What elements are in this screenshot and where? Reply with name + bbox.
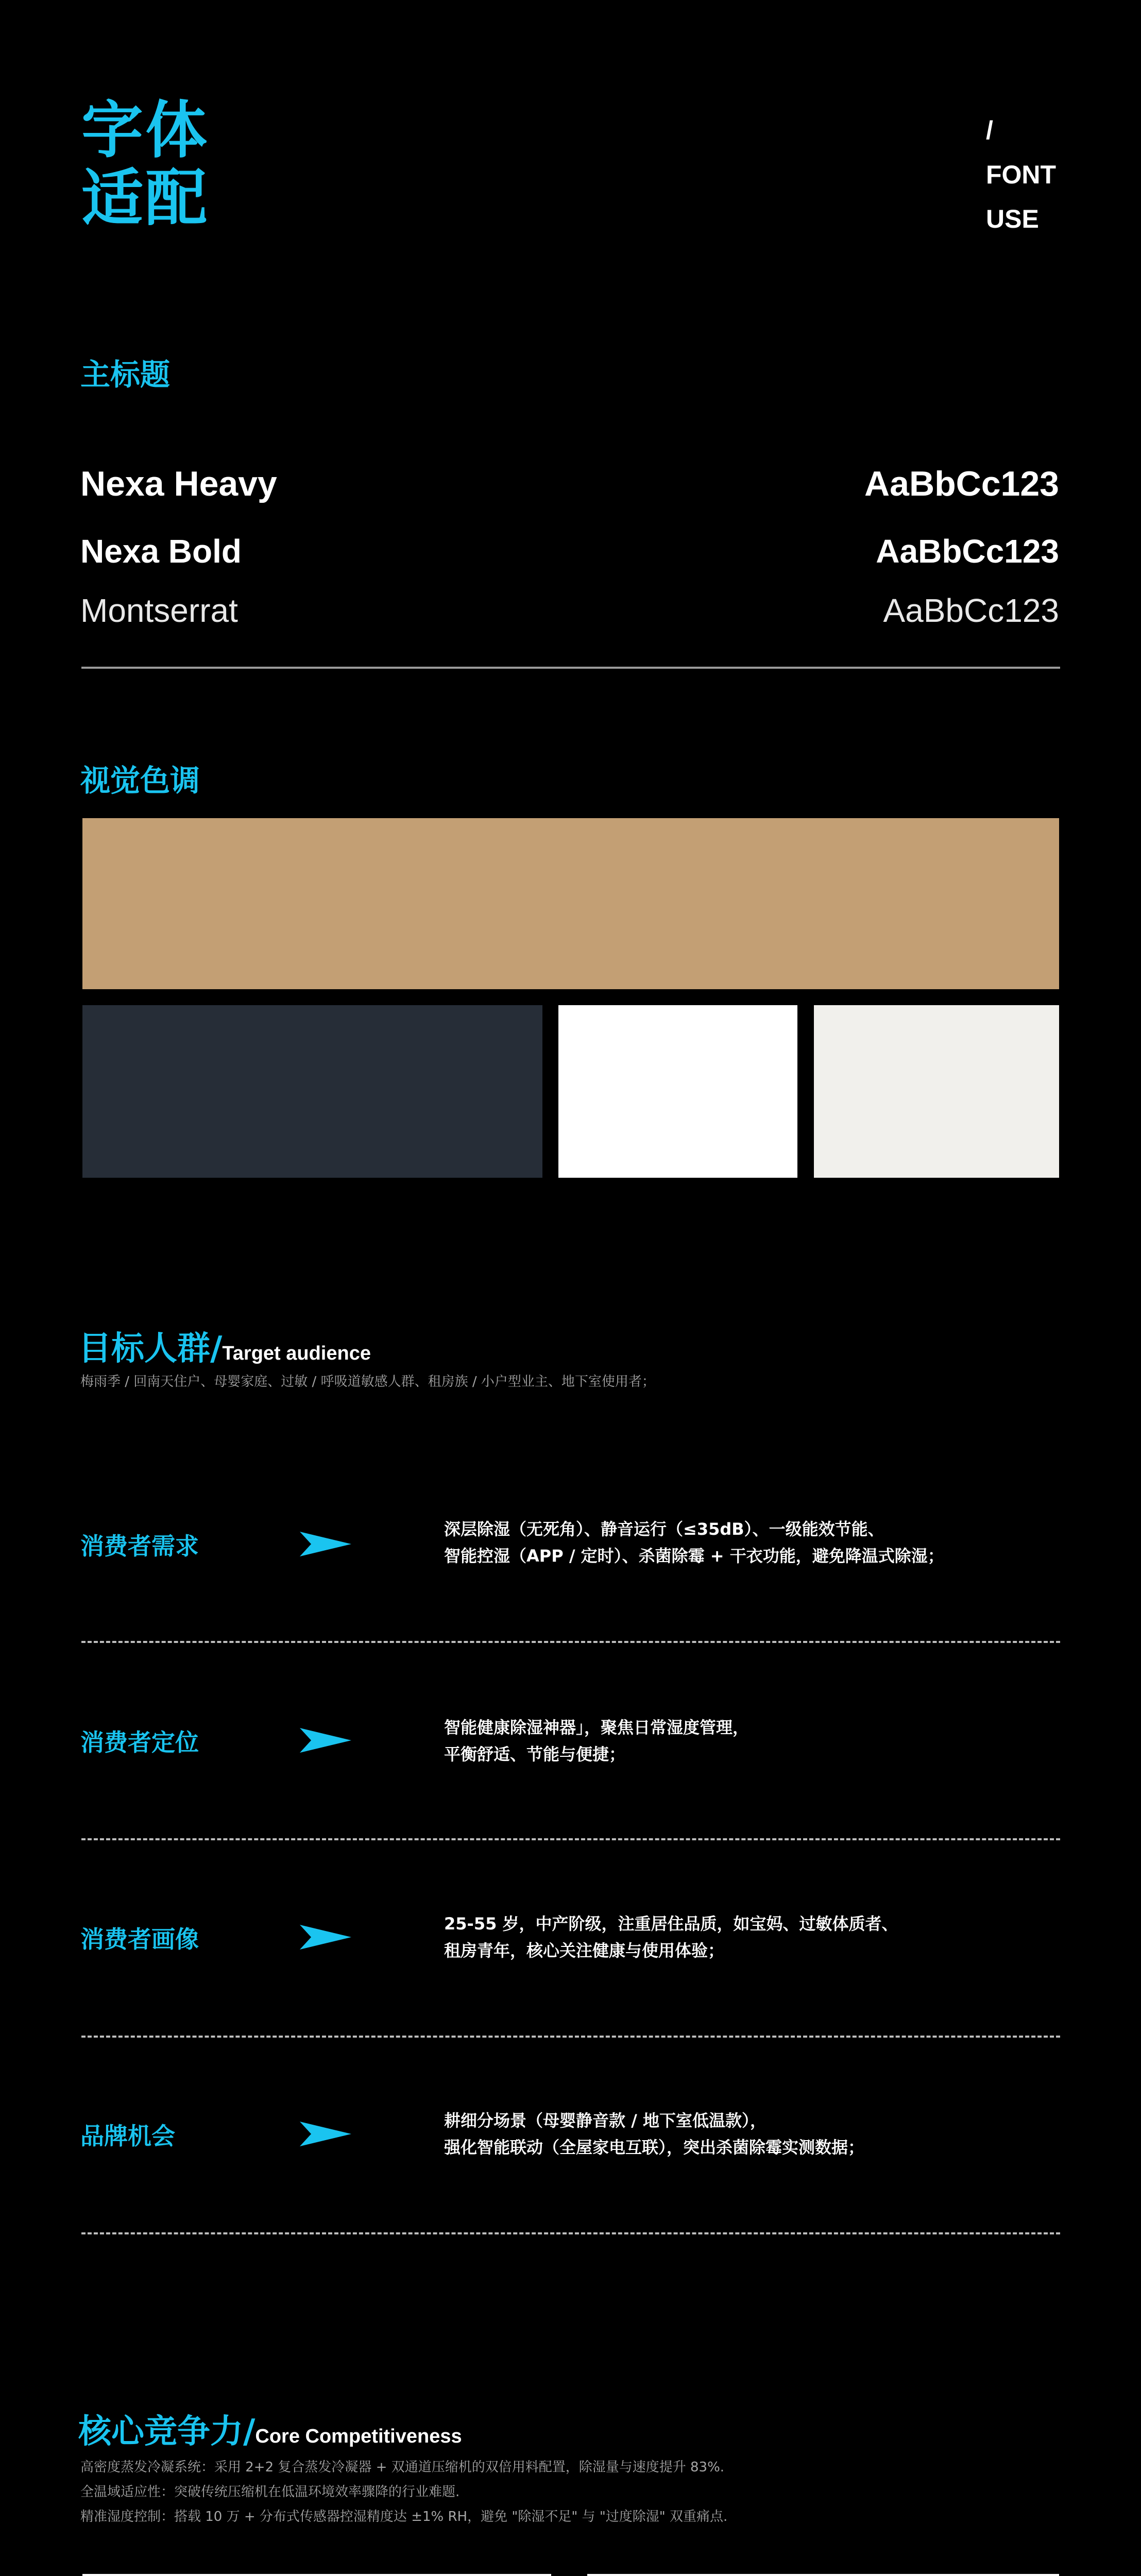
arrow-right-icon bbox=[300, 2119, 351, 2149]
core-description bbox=[80, 2455, 727, 2529]
row-text-portrait bbox=[444, 1910, 898, 1964]
color-swatch-white bbox=[558, 1005, 797, 1178]
font-sample: AaBbCc123 bbox=[883, 592, 1059, 629]
arrow-right-icon bbox=[300, 1922, 351, 1953]
fonts-divider bbox=[81, 667, 1060, 669]
row-label-positioning: 消费者定位 bbox=[80, 1728, 199, 1756]
row-line: 平衡舒适、节能与便捷； bbox=[444, 1744, 626, 1764]
row-line: 强化智能联动（全屋家电互联），突出杀菌除霉实测数据； bbox=[444, 2138, 865, 2157]
feature-card bbox=[82, 2574, 551, 2576]
fonts-heading: 主标题 bbox=[80, 357, 171, 392]
feature-card bbox=[587, 2574, 1059, 2576]
row-line: 智能健康除湿神器」，聚焦日常湿度管理， bbox=[444, 1718, 750, 1737]
page-title-line1: 字体 bbox=[81, 95, 209, 166]
row-divider bbox=[81, 1838, 1060, 1840]
row-line: 25-55 岁，中产阶级，注重居住品质，如宝妈、过敏体质者、 bbox=[444, 1914, 898, 1934]
font-row-heavy bbox=[80, 464, 1059, 510]
row-label-demand: 消费者需求 bbox=[80, 1532, 199, 1560]
target-subtitle: Target audience bbox=[222, 1343, 371, 1364]
font-sample: AaBbCc123 bbox=[864, 464, 1059, 503]
row-divider bbox=[81, 2232, 1060, 2234]
row-label-opportunity: 品牌机会 bbox=[80, 2122, 175, 2150]
row-line: 租房青年，核心关注健康与使用体验； bbox=[444, 1941, 725, 1960]
core-heading bbox=[78, 2405, 462, 2452]
color-swatch-dark bbox=[82, 1005, 542, 1178]
target-title: 目标人群/ bbox=[78, 1330, 223, 1368]
row-text-opportunity bbox=[444, 2107, 864, 2161]
font-name: Nexa Bold bbox=[80, 533, 242, 570]
font-row-bold bbox=[80, 532, 1059, 579]
font-row-light bbox=[80, 591, 1059, 638]
font-word: FONT bbox=[986, 160, 1057, 189]
target-heading bbox=[78, 1322, 371, 1369]
core-line: 全温域适应性：突破传统压缩机在低温环境效率骤降的行业难题. bbox=[80, 2484, 460, 2500]
row-line: 智能控湿（APP / 定时）、杀菌除霉 + 干衣功能，避免降温式除湿； bbox=[444, 1546, 944, 1566]
core-line: 精准湿度控制：搭载 10 万 + 分布式传感器控湿精度达 ±1% RH，避免 "除湿不足" 与 "过度除湿" 双重痛点. bbox=[80, 2509, 728, 2524]
font-sample: AaBbCc123 bbox=[876, 533, 1059, 570]
font-name: Nexa Heavy bbox=[80, 464, 277, 503]
slash-mark: / bbox=[986, 116, 993, 145]
font-name: Montserrat bbox=[80, 592, 238, 629]
row-line: 耕细分场景（母婴静音款 / 地下室低温款）， bbox=[444, 2111, 767, 2130]
page-title-line2: 适配 bbox=[81, 163, 209, 234]
arrow-right-icon bbox=[300, 1725, 351, 1756]
row-label-portrait: 消费者画像 bbox=[80, 1925, 199, 1953]
row-text-positioning bbox=[444, 1714, 749, 1768]
core-line: 高密度蒸发冷凝系统：采用 2+2 复合蒸发冷凝器 + 双通道压缩机的双倍用料配置，除湿量与速度提升 83%. bbox=[80, 2460, 725, 2475]
row-divider bbox=[81, 2036, 1060, 2038]
row-divider bbox=[81, 1641, 1060, 1643]
page-title bbox=[81, 97, 209, 233]
row-text-demand bbox=[444, 1516, 944, 1569]
core-title: 核心竞争力/ bbox=[78, 2413, 256, 2451]
arrow-right-icon bbox=[300, 1529, 351, 1560]
font-use-label bbox=[986, 108, 1056, 241]
color-swatch-offwhite bbox=[814, 1005, 1059, 1178]
use-word: USE bbox=[986, 205, 1039, 233]
target-description: 梅雨季 / 回南天住户、母婴家庭、过敏 / 呼吸道敏感人群、租房族 / 小户型业主、地下室使用者； bbox=[80, 1374, 655, 1389]
colors-heading: 视觉色调 bbox=[80, 763, 200, 798]
row-line: 深层除湿（无死角）、静音运行（≤35dB）、一级能效节能、 bbox=[444, 1519, 884, 1539]
core-subtitle: Core Competitiveness bbox=[255, 2426, 462, 2447]
color-swatch-primary bbox=[82, 818, 1059, 989]
